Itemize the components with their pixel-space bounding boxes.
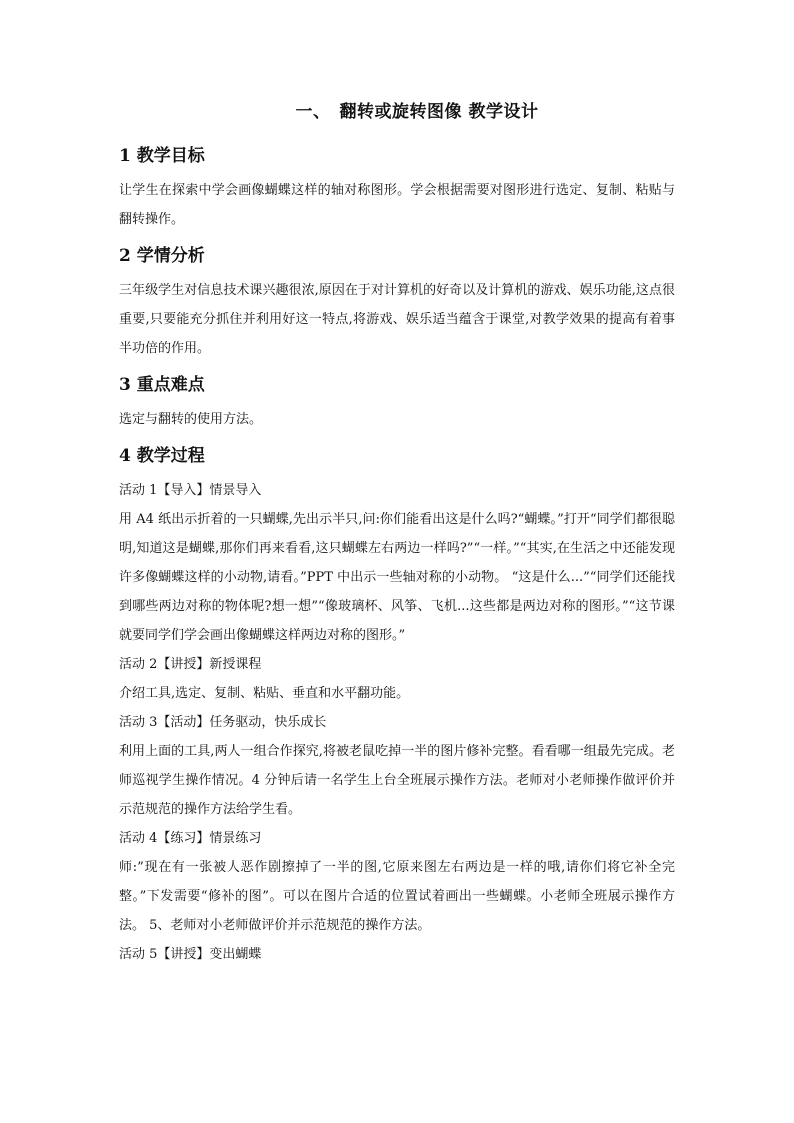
section-paragraph: 让学生在探索中学会画像蝴蝶这样的轴对称图形。学会根据需要对图形进行选定、复制、粘贴与翻转操作。 bbox=[119, 183, 675, 227]
activity-text: 利用上面的工具,两人一组合作探究,将被老鼠吃掉一半的图片修补完整。看看哪一组最先完成。老师巡视学生操作情况。4 分钟后请一名学生上台全班展示操作方法。老师对小老师操作做评价并示范规范的操作方法给学生看。 bbox=[119, 744, 675, 817]
section-heading: 1 教学目标 bbox=[119, 146, 205, 166]
section-key-points bbox=[119, 373, 675, 434]
section-heading: 4 教学过程 bbox=[119, 446, 205, 466]
activity-text: 师:”现在有一张被人恶作剧擦掉了一半的图,它原来图左右两边是一样的哦,请你们将它补全完整。”下发需要“修补的图”。可以在图片合适的位置试着画出一些蝴蝶。小老师全班展示操作方法。 5、老师对小老师做评价并示范规范的操作方法。 bbox=[119, 860, 675, 933]
section-paragraph: 三年级学生对信息技术课兴趣很浓,原因在于对计算机的好奇以及计算机的游戏、娱乐功能,这点很重要,只要能充分抓住并利用好这一特点,将游戏、娱乐适当蕴含于课堂,对教学效果的提高有着事半功倍的作用。 bbox=[119, 283, 675, 356]
section-paragraph: 选定与翻转的使用方法。 bbox=[119, 412, 263, 427]
section-heading: 3 重点难点 bbox=[119, 375, 205, 395]
activity-label: 活动 1【导入】情景导入 bbox=[119, 483, 262, 498]
activity-label: 活动 5【讲授】变出蝴蝶 bbox=[119, 947, 262, 962]
document-title: 一、 翻转或旋转图像 教学设计 bbox=[295, 102, 539, 122]
document-body bbox=[119, 100, 675, 973]
section-student-analysis bbox=[119, 244, 675, 363]
section-heading: 2 学情分析 bbox=[119, 246, 205, 266]
activity-label: 活动 2【讲授】新授课程 bbox=[119, 657, 262, 672]
activity-label: 活动 4【练习】情景练习 bbox=[119, 831, 262, 846]
section-teaching-process bbox=[119, 444, 675, 969]
activity-text: 介绍工具,选定、复制、粘贴、垂直和水平翻功能。 bbox=[119, 686, 410, 701]
section-teaching-goals bbox=[119, 144, 675, 234]
activity-text: 用 A4 纸出示折着的一只蝴蝶,先出示半只,问:你们能看出这是什么吗?“蝴蝶。”打开“同学们都很聪明,知道这是蝴蝶,那你们再来看看,这只蝴蝶左右两边一样吗?”“一样。”“其实,在生活之中还能发现许多像蝴蝶这样的小动物,请看。”PPT 中出示一些轴对称的小动物。 “这是什么...”“同学们还能找到哪些两边对称的物体呢?想一想”“像玻璃杯、风筝、飞机...这些都是两边对称的图形。”“这节课就要同学们学会画出像蝴蝶这样两边对称的图形。” bbox=[119, 512, 675, 643]
activity-label: 活动 3【活动】任务驱动，快乐成长 bbox=[119, 715, 327, 730]
